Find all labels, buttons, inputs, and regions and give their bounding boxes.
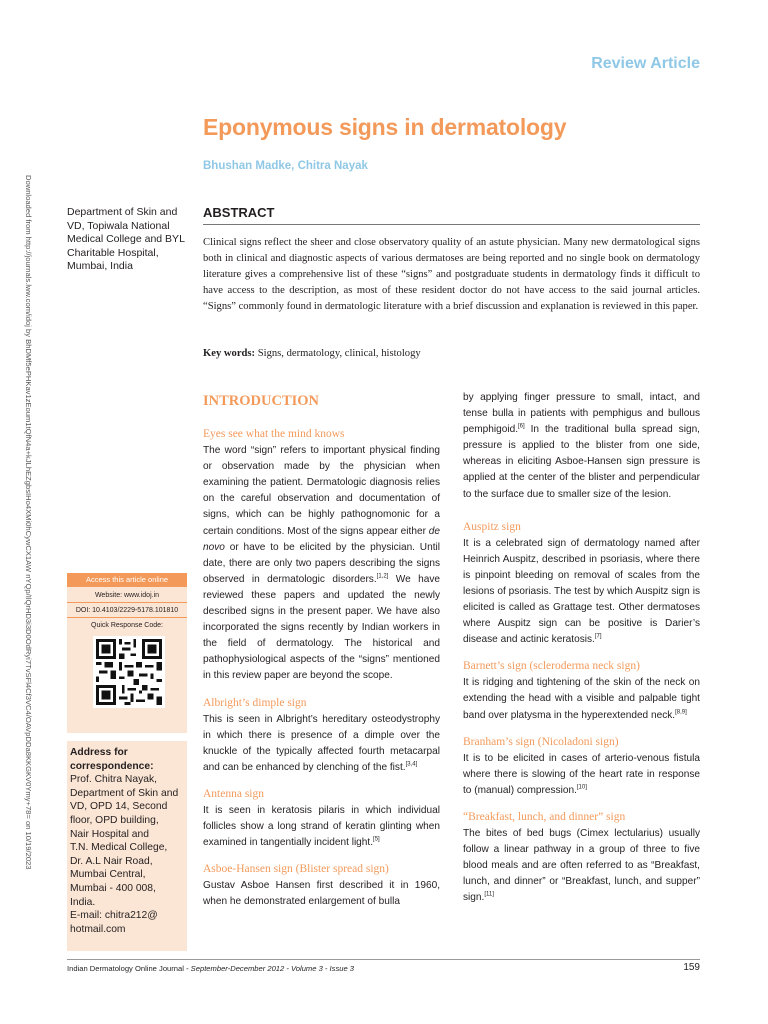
subsection-heading: Auspitz sign bbox=[463, 520, 521, 533]
correspondence-box bbox=[67, 741, 187, 951]
body-column-right bbox=[463, 390, 700, 906]
subsection-heading: Asboe-Hansen sign (Blister spread sign) bbox=[203, 863, 389, 876]
page-number: 159 bbox=[683, 962, 700, 973]
subsection-heading: Albright’s dimple sign bbox=[203, 696, 307, 709]
citation[interactable]: [3,4] bbox=[405, 761, 418, 768]
paragraph: It is a celebrated sign of dermatology named after Heinrich Auspitz, described in psoriasis, where there is pinpoint bleeding on removal of scales from the lesions of psoriasis. The test by which Auspitz sign is elicited is called as Grattage test. Other dermatoses where Auspitz sign can be positive is Darier’s disease and actinic keratosis.[7] bbox=[463, 537, 700, 646]
qr-code-icon[interactable] bbox=[93, 636, 165, 708]
paragraph: The bites of bed bugs (Cimex lectularius) usually follow a linear pathway in a group of three to five blood meals and are often referred to as “Breakfast, lunch, and dinner” or “Breakfast, lunch, and supper” sign.[11] bbox=[463, 827, 700, 904]
subsection-heading: Barnett’s sign (scleroderma neck sign) bbox=[463, 660, 640, 673]
affiliation: Department of Skin and VD, Topiwala National Medical College and BYL Charitable Hospital, Mumbai, India bbox=[67, 206, 185, 272]
keywords bbox=[203, 348, 421, 359]
introduction-heading: INTRODUCTION bbox=[203, 393, 320, 409]
paragraph: by applying finger pressure to small, intact, and tense bulla in patients with pemphigus and bullous pemphigoid.[6] In the traditional bulla spread sign, pressure is applied to the blister from one side, whereas in eliciting Asboe-Hansen sign pressure is applied at the center of the blister and perpendicular to the surface due to smaller size of the lesion. bbox=[463, 392, 700, 500]
address-line: Mumbai Central, bbox=[70, 869, 146, 881]
subsection-heading: Eyes see what the mind knows bbox=[203, 428, 345, 441]
citation[interactable]: [8,9] bbox=[675, 709, 687, 716]
footer-divider bbox=[67, 959, 700, 960]
paragraph: The word “sign” refers to important physical finding or observation made by the physician when examining the patient. Dermatologic diagnosis relies on the careful observation and documentation of signs, which can be highly pathognomonic for a certain conditions. Most of the signs appear either de novo or have to be elicited by the physician. Until date, there are only two papers describing the signs observed in dermatologic disorders.[1,2] We have reviewed these papers and updated the newly described signs in the present paper. We have also incorporated the signs recently by Indian workers in the field of dermatology. The historical and pathophysiological aspects of the “signs” mentioned in this review paper are beyond the scope. bbox=[203, 445, 440, 682]
paragraph: This is seen in Albright’s hereditary osteodystrophy in which there is presence of a dimple over the knuckle of the typically affected fourth metacarpal and can be enhanced by clenching of the fist.[3,4] bbox=[203, 713, 440, 773]
citation[interactable]: [11] bbox=[484, 891, 494, 898]
address-line: Dr. A.L Nair Road, bbox=[70, 855, 153, 867]
download-note-text: Downloaded from http://journals.lww.com/idoj by BhDMf5ePHKav1zEoum1tQfN4a+kJLhEZgbsIHo4XMi0hCywCX1AW nYQp/IlQrHD3i3D0OdRyi7TvSFl4Cf3VC4/OAVpDDa8KKGKV0Ymy+78= on 10/19/2023 bbox=[24, 175, 33, 870]
website-link[interactable]: Website: www.idoj.in bbox=[67, 589, 187, 603]
access-heading: Access this article online bbox=[67, 573, 187, 587]
correspondence-heading: Address for correspondence: bbox=[70, 747, 154, 772]
subsection-heading: “Breakfast, lunch, and dinner” sign bbox=[463, 810, 626, 823]
subsection-heading: Branham’s sign (Nicoladoni sign) bbox=[463, 735, 619, 748]
address-line: Prof. Chitra Nayak, bbox=[70, 774, 157, 786]
abstract-text: Clinical signs reflect the sheer and close observatory quality of an astute physician. Many new dermatological signs both in clinical and diagnostic aspects of various dermatoses are being reported and no single book on dermatology literature gives a comprehensive list of these “signs” and postgraduate students in dermatology finds it difficult to have access to the description, as most of these resident doctor do not have access to the said journal articles. “Signs” commonly found in dermatologic literature with a brief discussion and explanation is reviewed in this paper. bbox=[203, 237, 700, 312]
qr-label: Quick Response Code: bbox=[91, 622, 163, 629]
article-type-label: Review Article bbox=[591, 55, 700, 72]
email-line[interactable]: hotmail.com bbox=[70, 923, 126, 935]
body-column-left bbox=[203, 393, 440, 910]
abstract-heading: ABSTRACT bbox=[203, 205, 275, 220]
citation[interactable]: [10] bbox=[576, 784, 587, 791]
citation[interactable]: [6] bbox=[518, 423, 525, 430]
address-line: T.N. Medical College, bbox=[70, 842, 168, 854]
address-line: floor, OPD building, bbox=[70, 814, 159, 826]
address-line: Nair Hospital and bbox=[70, 828, 149, 840]
authors: Bhushan Madke, Chitra Nayak bbox=[203, 160, 368, 172]
download-watermark bbox=[4, 175, 38, 975]
access-article-box bbox=[67, 573, 187, 733]
paragraph: It is to be elicited in cases of arterio-venous fistula where there is slowing of the heart rate in response to (manual) compression.[10] bbox=[463, 752, 700, 796]
citation[interactable]: [7] bbox=[594, 633, 602, 640]
subsection-heading: Antenna sign bbox=[203, 787, 265, 800]
citation[interactable]: [5] bbox=[373, 836, 380, 843]
email-line[interactable]: E-mail: chitra212@ bbox=[70, 910, 158, 922]
abstract-divider bbox=[203, 224, 700, 225]
doi-link[interactable]: DOI: 10.4103/2229-5178.101810 bbox=[67, 604, 187, 618]
article-title: Eponymous signs in dermatology bbox=[203, 114, 567, 140]
paragraph: It is seen in keratosis pilaris in which individual follicles show a long strand of keratin glinting when examined in tangentially incident light.[5] bbox=[203, 804, 440, 849]
keywords-label: Key words: bbox=[203, 348, 256, 359]
address-line: Department of Skin and bbox=[70, 787, 179, 799]
paragraph: It is ridging and tightening of the skin of the neck on extending the head with a visible and palpable tight band over platysma in the hyperextended neck.[8,9] bbox=[463, 677, 700, 721]
paragraph: Gustav Asboe Hansen first described it in 1960, when he demonstrated enlargement of bulla bbox=[203, 880, 440, 908]
address-line: Mumbai - 400 008, bbox=[70, 882, 156, 894]
address-line: VD, OPD 14, Second bbox=[70, 801, 168, 813]
address-line: India. bbox=[70, 896, 96, 908]
footer-journal: Indian Dermatology Online Journal - September-December 2012 - Volume 3 - Issue 3 bbox=[67, 964, 355, 973]
keywords-list: Signs, dermatology, clinical, histology bbox=[257, 348, 421, 359]
citation[interactable]: [1,2] bbox=[376, 573, 389, 580]
